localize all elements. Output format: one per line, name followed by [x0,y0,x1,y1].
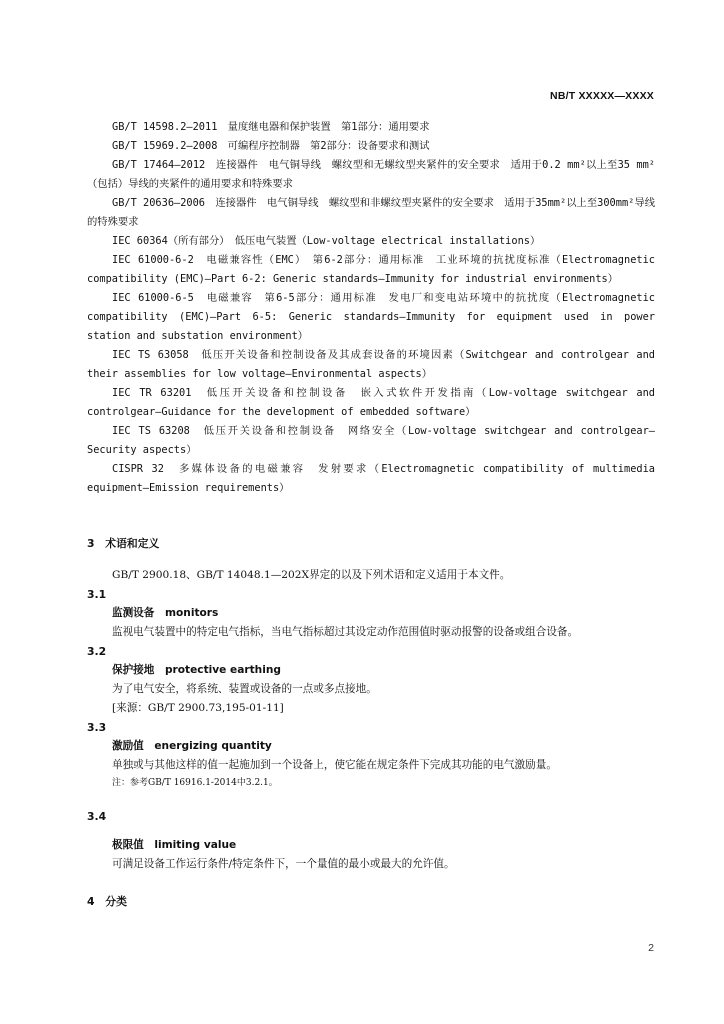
normative-references-list [87,118,655,498]
reference-item: GB/T 17464—2012 连接器件 电气铜导线 螺纹型和无螺纹型夹紧件的安全要求 适用于0.2 mm²以上至35 mm²（包括）导线的夹紧件的通用要求和特殊要求 [87,159,655,190]
term-number: 3.2 [87,645,107,658]
reference-item: IEC 61000-6-2 电磁兼容性（EMC） 第6-2部分：通用标准 工业环境的抗扰度标准（Electromagnetic compatibility (EMC)—Part 6-2: Generic standards—Immunity for industrial environments） [87,254,655,285]
term-number: 3.1 [87,588,107,601]
term-source: [来源：GB/T 2900.73,195-01-11] [112,702,284,714]
term-entry [87,807,655,874]
reference-item: CISPR 32 多媒体设备的电磁兼容 发射要求（Electromagnetic compatibility of multimedia equipment—Emission requirements） [87,463,655,494]
reference-item: GB/T 15969.2—2008 可编程序控制器 第2部分：设备要求和测试 [112,140,430,152]
term-number: 3.4 [87,810,107,823]
term-definition: 单独或与其他这样的值一起施加到一个设备上，使它能在规定条件下完成其功能的电气激励量。 [112,759,557,771]
term-entry [87,585,655,642]
term-name: 保护接地 protective earthing [112,664,281,676]
section-3-terms [87,536,655,909]
section-3-intro: GB/T 2900.18、GB/T 14048.1—202X界定的以及下列术语和定义适用于本文件。 [112,569,511,581]
term-definition: 监视电气装置中的特定电气指标，当电气指标超过其设定动作范围值时驱动报警的设备或组合设备。 [112,626,579,638]
reference-item: IEC 61000-6-5 电磁兼容 第6-5部分：通用标准 发电厂和变电站环境中的抗扰度（Electromagnetic compatibility (EMC)—Part 6-5: Generic standards—Immunity for equipment used in power station and substation environment） [87,292,655,342]
reference-item: GB/T 14598.2—2011 量度继电器和保护装置 第1部分：通用要求 [112,121,430,133]
term-number: 3.3 [87,721,107,734]
term-note: 注：参考GB/T 16916.1-2014中3.2.1。 [112,778,278,788]
section-3-heading: 3 术语和定义 [87,537,160,550]
term-name: 极限值 limiting value [112,839,237,851]
term-definition: 可满足设备工作运行条件/特定条件下，一个量值的最小或最大的允许值。 [112,858,455,870]
reference-item: IEC TS 63208 低压开关设备和控制设备 网络安全（Low-voltage switchgear and controlgear—Security aspects） [87,425,655,456]
page-number: 2 [648,942,654,954]
standard-code-header: NB/T XXXXX—XXXX [550,90,654,102]
term-definition: 为了电气安全，将系统、装置或设备的一点或多点接地。 [112,683,377,695]
term-entry [87,718,655,791]
term-entry [87,642,655,718]
term-name: 监测设备 monitors [112,607,219,619]
reference-item: IEC TS 63058 低压开关设备和控制设备及其成套设备的环境因素（Switchgear and controlgear and their assemblies for low voltage—Environmental aspects） [87,349,655,380]
reference-item: GB/T 20636—2006 连接器件 电气铜导线 螺纹型和非螺纹型夹紧件的安全要求 适用于35mm²以上至300mm²导线的特殊要求 [87,197,655,228]
term-name: 激励值 energizing quantity [112,740,272,752]
reference-item: IEC 60364（所有部分） 低压电气装置（Low-voltage electrical installations） [112,235,541,247]
reference-item: IEC TR 63201 低压开关设备和控制设备 嵌入式软件开发指南（Low-voltage switchgear and controlgear—Guidance for the development of embedded software） [87,387,655,418]
section-4-heading: 4 分类 [87,895,127,908]
